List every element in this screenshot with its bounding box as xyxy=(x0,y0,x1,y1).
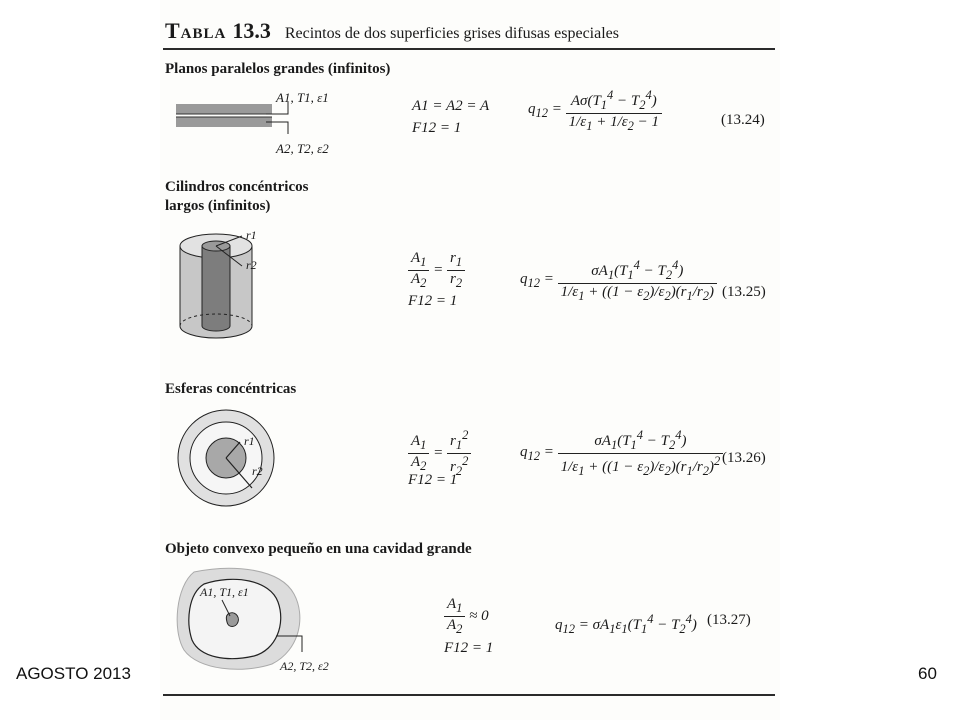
upper-plate xyxy=(176,104,272,114)
label-a1-t1-e1: A1, T1, ε1 xyxy=(276,90,329,105)
section-title-parallel-planes: Planos paralelos grandes (infinitos) xyxy=(165,61,391,77)
bottom-rule xyxy=(163,694,775,696)
concentric-spheres-diagram xyxy=(172,404,282,514)
table-number: 13.3 xyxy=(232,18,271,43)
table-title xyxy=(165,18,619,44)
relation-area-equal: A1 = A2 = A xyxy=(412,98,490,114)
equation-13-25: $q_{12}$ = $\frac{\sigma A_1(T_1^4 - T_2^4)}{1/\varepsilon_1 + ((1 - \varepsilon_2)/\varepsilon_2)(r_1/r_2)}$ xyxy=(520,258,717,304)
equation-number-13-25: (13.25) xyxy=(722,284,766,300)
equation-13-26: $q_{12}$ = $\frac{\sigma A_1(T_1^4 - T_2^4)}{1/\varepsilon_1 + ((1 - \varepsilon_2)/\varepsilon_2)(r_1/r_2)^2}$ xyxy=(520,428,723,479)
equation-13-27: $q_{12} = \sigma A_1\varepsilon_1(T_1^4 - T_2^4)$ xyxy=(555,612,697,636)
table-caption: Recintos de dos superficies grises difusas especiales xyxy=(284,25,619,42)
label-r1-cylinder: r1 xyxy=(246,228,257,242)
label-inner-object: A1, T1, ε1 xyxy=(200,585,249,599)
relation-sphere-view-factor: F12 = 1 xyxy=(408,472,458,488)
table-label: Tabla xyxy=(165,18,227,43)
label-r1-sphere: r1 xyxy=(244,434,255,448)
relation-cylinder-view-factor: F12 = 1 xyxy=(408,293,458,309)
relation-view-factor: F12 = 1 xyxy=(412,120,462,136)
label-r2-cylinder: r2 xyxy=(246,258,257,272)
lower-plate xyxy=(176,117,272,127)
label-a2-t2-e2: A2, T2, ε2 xyxy=(276,141,329,156)
convex-object-cavity-diagram xyxy=(172,564,312,674)
equation-number-13-24: (13.24) xyxy=(721,112,765,128)
equation-number-13-26: (13.26) xyxy=(722,450,766,466)
relation-object-area-ratio: $\frac{A_1}{A_2}$ ≈ 0 xyxy=(444,596,489,637)
section-title-spheres: Esferas concéntricas xyxy=(165,381,297,397)
section-title-cylinders-line2: largos (infinitos) xyxy=(165,198,271,214)
parallel-planes-diagram xyxy=(170,86,370,158)
title-rule xyxy=(163,48,775,50)
equation-13-24: $q_{12}$ = $\frac{A\sigma(T_1^4 - T_2^4)}{1/\varepsilon_1 + 1/\varepsilon_2 - 1}$ xyxy=(528,88,662,134)
concentric-cylinders-diagram xyxy=(168,222,278,350)
section-title-convex-object: Objeto convexo pequeño en una cavidad grande xyxy=(165,541,472,557)
label-r2-sphere: r2 xyxy=(252,464,263,478)
footer-page-number: 60 xyxy=(918,664,937,683)
relation-sphere-area-ratio: $\frac{A_1}{A_2}$ = $\frac{r_1^2}{r_2^2}$ xyxy=(408,428,471,479)
section-title-cylinders xyxy=(165,178,308,216)
section-title-cylinders-line1: Cilindros concéntricos xyxy=(165,179,309,195)
footer-date: AGOSTO 2013 xyxy=(16,664,131,683)
equation-number-13-27: (13.27) xyxy=(707,612,751,628)
label-outer-cavity: A2, T2, ε2 xyxy=(280,659,329,673)
relation-cylinder-area-ratio: $\frac{A_1}{A_2}$ = $\frac{r_1}{r_2}$ xyxy=(408,250,465,291)
relation-object-view-factor: F12 = 1 xyxy=(444,640,494,656)
